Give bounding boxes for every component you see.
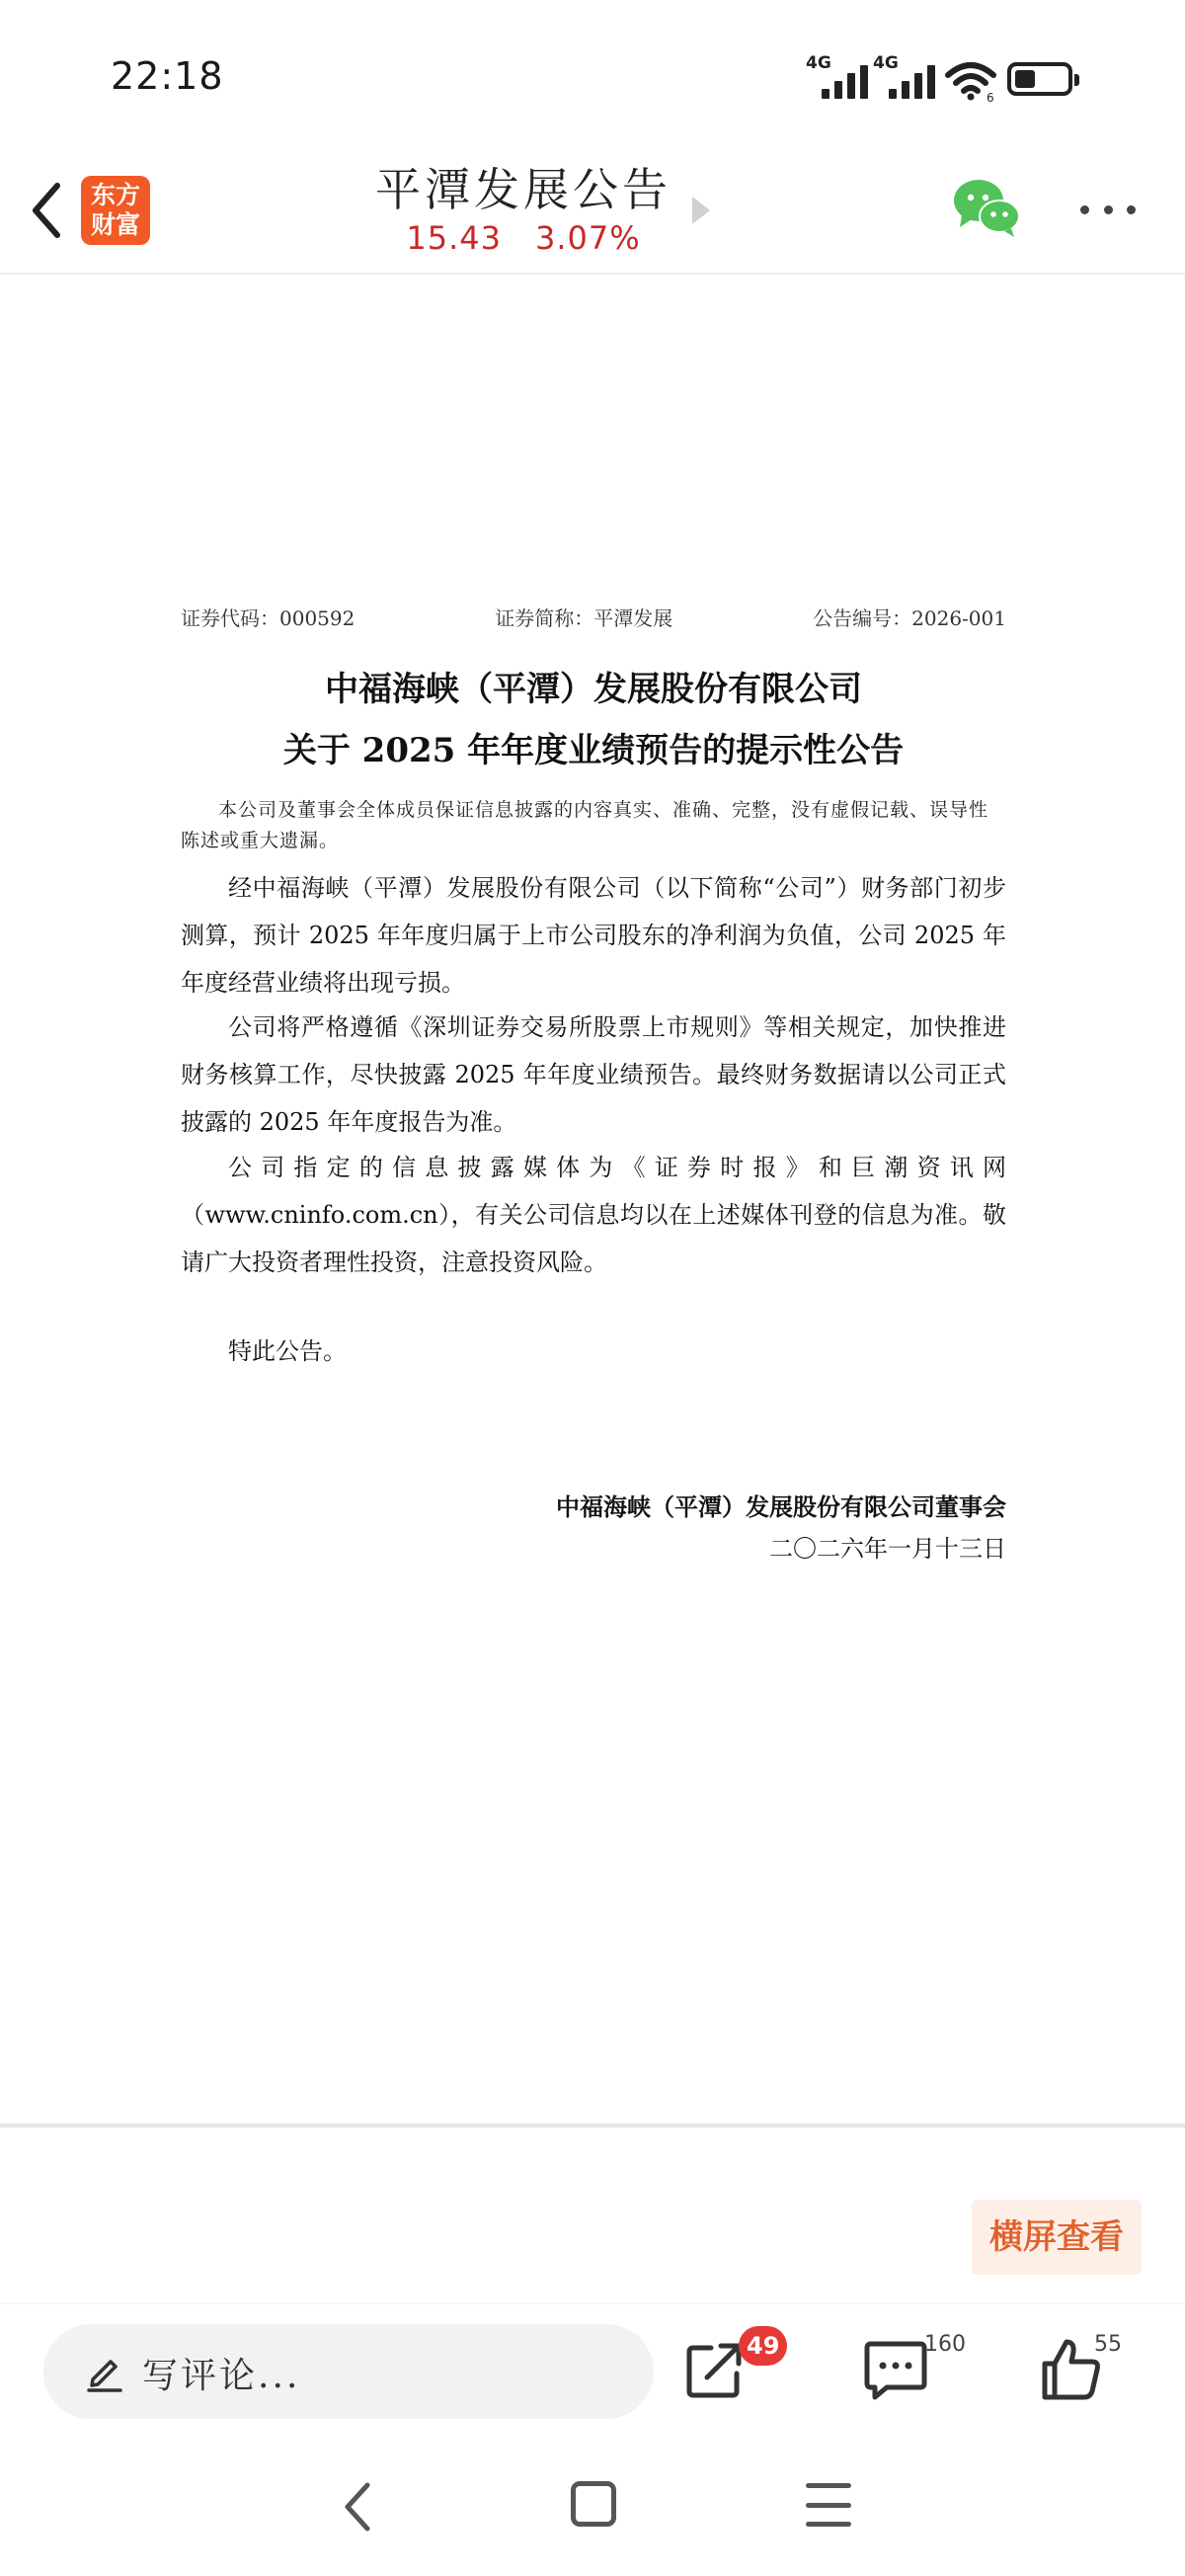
- nav-menu-icon[interactable]: [806, 2483, 851, 2527]
- like-count: 55: [1094, 2332, 1122, 2357]
- expand-arrow-icon[interactable]: [689, 194, 713, 227]
- stock-change-pct: 3.07%: [534, 219, 641, 257]
- page-title: 平潭发展公告: [375, 163, 672, 216]
- logo-line-2: 财富: [90, 210, 140, 239]
- back-icon[interactable]: [22, 176, 77, 245]
- wechat-share-icon[interactable]: [952, 176, 1021, 239]
- system-nav-bar: [0, 2440, 1185, 2576]
- signal-2-label: 4G: [873, 53, 899, 73]
- comment-input[interactable]: [43, 2324, 654, 2419]
- bottom-action-bar: [0, 2303, 1185, 2440]
- stock-quote: [356, 219, 691, 257]
- security-short-name: 证券简称：平潭发展: [495, 606, 673, 630]
- doc-title-line-2: 关于 2025 年年度业绩预告的提示性公告: [282, 731, 905, 770]
- doc-meta-row: [181, 603, 1006, 631]
- announcement-document: [0, 277, 1185, 2124]
- doc-paragraph-3: 公司指定的信息披露媒体为《证券时报》和巨潮资讯网（www.cninfo.com.cn），有关公司信息均以在上述媒体刊登的信息为准。敬请广大投资者理性投资，注意投资风险。: [181, 1154, 1006, 1276]
- doc-paragraph-2: 公司将严格遵循《深圳证券交易所股票上市规则》等相关规定，加快推进财务核算工作，尽快披露 2025 年年度业绩预告。最终财务数据请以公司正式披露的 2025 年年度报告为准。: [181, 1013, 1006, 1136]
- doc-title-line-1: 中福海峡（平潭）发展股份有限公司: [325, 670, 862, 709]
- wifi-label: 6: [987, 91, 994, 103]
- logo-line-1: 东方: [90, 181, 140, 209]
- content-divider: [0, 2124, 1185, 2128]
- signal-1-label: 4G: [806, 53, 831, 73]
- nav-back-icon[interactable]: [336, 2479, 381, 2535]
- wifi-icon: [944, 59, 997, 103]
- doc-closing: 特此公告。: [228, 1337, 347, 1365]
- app-header: [0, 148, 1185, 275]
- more-menu-icon[interactable]: [1080, 200, 1136, 219]
- doc-disclaimer: 本公司及董事会全体成员保证信息披露的内容真实、准确、完整，没有虚假记载、误导性陈述或重大遗漏。: [181, 799, 989, 851]
- comment-count: 160: [924, 2332, 966, 2357]
- battery-fill: [1015, 70, 1035, 88]
- announcement-number: 公告编号：2026-001: [813, 606, 1006, 630]
- pen-icon: [83, 2350, 126, 2393]
- stock-price: 15.43: [406, 219, 502, 257]
- app-logo[interactable]: [81, 176, 150, 245]
- nav-home-icon[interactable]: [571, 2481, 616, 2527]
- signal-2-icon: [873, 53, 932, 101]
- comment-placeholder: 写评论...: [142, 2356, 301, 2396]
- status-bar: [0, 0, 1185, 148]
- doc-date: 二〇二六年一月十三日: [769, 1535, 1006, 1563]
- status-time: 22:18: [111, 54, 224, 98]
- battery-icon: [1007, 62, 1072, 96]
- doc-paragraph-1: 经中福海峡（平潭）发展股份有限公司（以下简称“公司”）财务部门初步测算，预计 2025 年年度归属于上市公司股东的净利润为负值，公司 2025 年年度经营业绩将出现亏损。: [181, 874, 1006, 997]
- doc-signature: 中福海峡（平潭）发展股份有限公司董事会: [556, 1492, 1006, 1521]
- comment-icon[interactable]: [861, 2334, 930, 2403]
- signal-1-icon: [806, 53, 865, 101]
- share-count-badge: 49: [739, 2326, 787, 2366]
- security-code: 证券代码：000592: [181, 606, 356, 630]
- landscape-view-button[interactable]: 横屏查看: [972, 2200, 1142, 2275]
